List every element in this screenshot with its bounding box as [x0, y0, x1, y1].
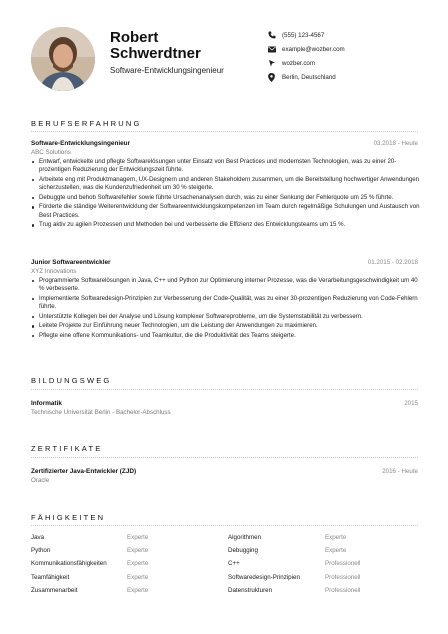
skill-name: Zusammenarbeit: [31, 586, 78, 594]
contact-location-text: Berlin, Deutschland: [282, 73, 336, 81]
job-company: ABC Solutions: [31, 149, 71, 156]
job-bullets: [31, 277, 420, 341]
link-icon: [268, 58, 280, 68]
list-item: Implementierte Softwaredesign-Prinzipien zur Verbesserung der Code-Qualität, was zu einer 30-prozentigen Reduzierung von Code-Fehlern führte.: [31, 295, 420, 312]
skill-level: Experte: [325, 547, 347, 555]
skill-name: Kommunikationsfähigkeiten: [31, 560, 107, 568]
envelope-icon: [268, 44, 280, 54]
certificates-section-title: ZERTIFIKATE: [31, 444, 103, 453]
skills-section-title: FÄHIGKEITEN: [31, 513, 106, 522]
contact-email[interactable]: [268, 42, 438, 56]
education-degree: Informatik: [31, 400, 62, 407]
skill-level: Experte: [127, 534, 149, 541]
list-item: Förderte die ständige Weiterentwicklung der Softwareentwicklungskompetenzen im Team durch regelmäßige Schulungen und Austausch von Best Practices.: [31, 203, 420, 220]
list-item: Entwarf, entwickelte und pflegte Softwarelösungen unter Einsatz von Best Practices und modernsten Technologien, was zu einer 20-prozentigen Reduzierung der Entwicklungszeit führte.: [31, 158, 420, 175]
job-company: XYZ Innovations: [31, 268, 77, 275]
education-section-title: BILDUNGSWEG: [31, 376, 112, 385]
skill-name: Debugging: [228, 547, 258, 555]
section-divider: [31, 131, 418, 132]
list-item: Arbeitete eng mit Produktmanagern, UX-Designern und anderen Stakeholdern zusammen, um die Bereitstellung hochwertiger Anwendungen sicherzustellen, was die Kundenzufriedenheit um 30 % steigerte.: [31, 176, 420, 193]
job-title: Software-Entwicklungsingenieur: [31, 140, 131, 147]
skill-level: Professionell: [325, 560, 361, 568]
contact-website[interactable]: [268, 56, 438, 70]
skill-row: [31, 547, 420, 560]
skill-level: Experte: [127, 560, 149, 568]
skill-level: Experte: [127, 586, 149, 594]
profile-photo: [31, 27, 95, 91]
contact-location: [268, 70, 438, 84]
contact-phone-text: (555) 123-4567: [282, 31, 325, 39]
skill-level: Professionell: [325, 573, 361, 581]
contact-website-text: wozber.com: [282, 59, 316, 67]
certificate-name: Zertifizierter Java-Entwickler (ZJD): [31, 468, 137, 475]
skill-level: Experte: [127, 547, 149, 555]
list-item: Trug aktiv zu agilen Prozessen und Methoden bei und verbesserte die Effizienz des Entwicklungsteams um 15 %.: [31, 221, 420, 229]
skill-level: Professionell: [325, 586, 361, 594]
skill-name: Python: [31, 547, 51, 555]
phone-icon: [268, 30, 280, 40]
skill-name: Java: [31, 534, 45, 541]
contact-phone: [268, 28, 438, 42]
job-bullets: [31, 158, 420, 231]
certificate-dates: 2016 - Heute: [382, 468, 418, 475]
candidate-name: Robert Schwerdtner: [110, 29, 201, 62]
experience-section-title: BERUFSERFAHRUNG: [31, 119, 142, 128]
contact-email-text: example@wozber.com: [282, 45, 345, 53]
certificate-issuer: Oracle: [31, 477, 50, 484]
list-item: Pflegte eine offene Kommunikations- und Teamkultur, die die Produktivität des Teams steigerte.: [31, 332, 420, 340]
list-item: Unterstützte Kollegen bei der Analyse und Lösung komplexer Softwareprobleme, um die Systemstabilität zu verbessern.: [31, 313, 420, 321]
skill-name: C++: [228, 560, 240, 568]
skill-row: [31, 560, 420, 573]
skill-level: Experte: [127, 573, 149, 581]
candidate-job-title: Software-Entwicklungsingenieur: [110, 66, 224, 75]
skill-name: Softwaredesign-Prinzipien: [228, 573, 300, 581]
skill-row: [31, 574, 420, 587]
location-pin-icon: [268, 72, 280, 82]
contact-list: [268, 28, 438, 84]
job-title: Junior Softwareentwickler: [31, 259, 111, 266]
skill-name: Algorithmen: [228, 534, 262, 541]
skill-row: [31, 587, 420, 600]
education-school: Technische Universität Berlin - Bachelor-Abschluss: [31, 409, 171, 416]
skill-name: Teamfähigkeit: [31, 573, 70, 581]
section-divider: [31, 389, 418, 390]
list-item: Programmierte Softwarelösungen in Java, C++ und Python zur Optimierung interner Prozesse, was die Verarbeitungsgeschwindigkeit um 40 % verbesserte.: [31, 277, 420, 294]
section-divider: [31, 457, 418, 458]
skills-grid: [31, 534, 420, 600]
list-item: Debuggte und behob Softwarefehler sowie führte Ursachenanalysen durch, was zu einer Senkung der Fehlerquote um 25 % führte.: [31, 194, 420, 202]
skill-name: Datenstrukturen: [228, 586, 273, 594]
section-divider: [31, 525, 418, 526]
job-dates: 03.2018 - Heute: [373, 140, 418, 147]
list-item: Leitete Projekte zur Einführung neuer Technologien, um die Leistung der Anwendungen zu maximieren.: [31, 322, 420, 330]
skill-row: [31, 534, 420, 547]
education-year: 2015: [404, 400, 418, 407]
job-dates: 01.2015 - 02.2018: [367, 259, 418, 266]
skill-level: Experte: [325, 534, 347, 541]
